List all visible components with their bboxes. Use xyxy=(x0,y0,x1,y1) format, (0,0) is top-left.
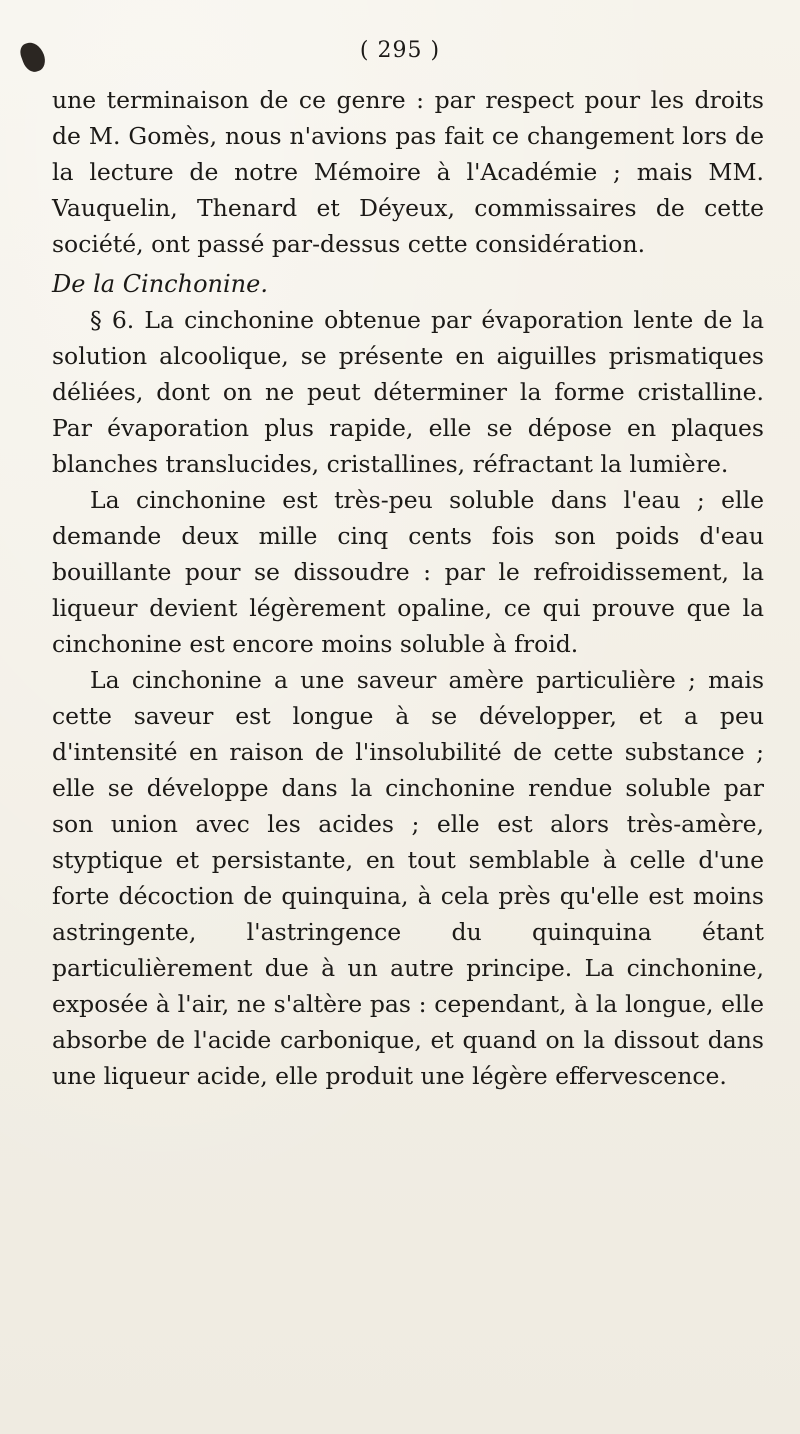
paragraph-2: La cinchonine est très-peu soluble dans l'eau ; elle demande deux mille cinq cents fois son poids d'eau bouillante pour se dissoudre : par le refroidissement, la liqueur devient légèrement opaline, ce qui prouve que la cinchonine est encore moins soluble à froid. xyxy=(52,486,764,658)
paragraph-3: La cinchonine a une saveur amère particulière ; mais cette saveur est longue à se développer, et a peu d'intensité en raison de l'insolubilité de cette substance ; elle se développe dans la cinchonine rendue soluble par son union avec les acides ; elle est alors très-amère, styptique et persistante, en tout semblable à celle d'une forte décoction de quinquina, à cela près qu'elle est moins astringente, l'astringence du quinquina étant particulièrement due à un autre principe. La cinchonine, exposée à l'air, ne s'altère pas : cependant, à la longue, elle absorbe de l'acide carbonique, et quand on la dissout dans une liqueur acide, elle produit une légère effervescence. xyxy=(52,666,764,1090)
page-text xyxy=(52,82,764,1094)
intro-paragraph: une terminaison de ce genre : par respect pour les droits de M. Gomès, nous n'avions pas fait ce changement lors de la lecture de notre Mémoire à l'Académie ; mais MM. Vauquelin, Thenard et Déyeux, commissaires de cette société, ont passé par-dessus cette considération. xyxy=(52,86,764,258)
paragraph-1: § 6. La cinchonine obtenue par évaporation lente de la solution alcoolique, se présente en aiguilles prismatiques déliées, dont on ne peut déterminer la forme cristalline. Par évaporation plus rapide, elle se dépose en plaques blanches translucides, cristallines, réfractant la lumière. xyxy=(52,306,764,478)
page-number: ( 295 ) xyxy=(359,38,441,63)
section-title: De la Cinchonine. xyxy=(52,270,268,298)
